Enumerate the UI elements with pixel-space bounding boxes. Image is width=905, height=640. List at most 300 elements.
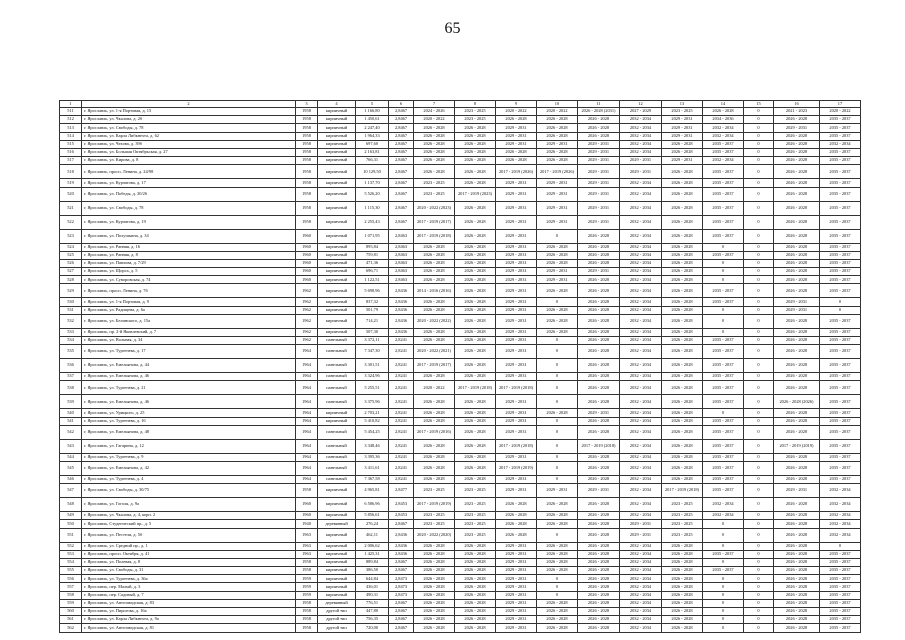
table-cell: 2026 - 2028 bbox=[578, 453, 620, 461]
row-number-cell: 529 bbox=[60, 284, 82, 298]
table-cell: 0 bbox=[744, 528, 774, 542]
table-cell: 0 bbox=[744, 229, 774, 243]
address-cell: г. Ярославль, ул. Павлова, д. 7/29 bbox=[82, 259, 296, 267]
table-cell: 2026 - 2028 bbox=[774, 624, 820, 632]
table-cell: 2020 - 2022 (2023) bbox=[414, 201, 455, 215]
table-cell: 2,8241 bbox=[389, 395, 414, 409]
table-cell: кирпичный bbox=[318, 179, 356, 187]
table-cell: 2029 - 2031 bbox=[774, 306, 820, 314]
table-cell: 2026 - 2028 bbox=[414, 575, 455, 583]
table-cell: 2026 - 2028 bbox=[578, 575, 620, 583]
table-cell: панельный bbox=[318, 439, 356, 453]
table-cell: 2026 - 2028 bbox=[578, 475, 620, 483]
table-cell: 2,8467 bbox=[389, 215, 414, 229]
address-cell: г. Ярославль, ул. Чкалова, д. 4, корп. 2 bbox=[82, 512, 296, 520]
row-number-cell: 547 bbox=[60, 484, 82, 498]
row-number-cell: 551 bbox=[60, 528, 82, 542]
table-cell: 2029 - 2031 bbox=[578, 484, 620, 498]
table-row bbox=[60, 417, 861, 425]
table-cell: 0 bbox=[820, 542, 861, 550]
table-row bbox=[60, 157, 861, 165]
table-cell: 2026 - 2028 bbox=[774, 268, 820, 276]
table-cell: 0 bbox=[820, 306, 861, 314]
table-cell: 4 965,81 bbox=[356, 484, 389, 498]
table-cell: 2035 - 2037 bbox=[703, 484, 744, 498]
table-cell: 2026 - 2028 bbox=[537, 608, 578, 616]
table-cell: 2026 - 2028 bbox=[455, 439, 496, 453]
table-cell: 2017 - 2019 (2018) bbox=[578, 439, 620, 453]
table-cell: кирпичный bbox=[318, 116, 356, 124]
address-cell: г. Ярославль, ул. Радищева, д. 6а bbox=[82, 306, 296, 314]
table-cell: 720,00 bbox=[356, 624, 389, 632]
table-cell: 0 bbox=[744, 512, 774, 520]
table-cell: 2026 - 2028 bbox=[774, 616, 820, 624]
table-cell: 2029 - 2031 bbox=[496, 550, 537, 558]
table-cell: кирпичный bbox=[318, 575, 356, 583]
table-cell: 2026 - 2028 bbox=[455, 243, 496, 251]
table-cell: 2032 - 2034 bbox=[620, 229, 662, 243]
table-cell: 471,36 bbox=[356, 259, 389, 267]
table-cell: 2032 - 2034 bbox=[620, 251, 662, 259]
address-cell: г. Ярославль, ул. Урицкого, д. 25 bbox=[82, 409, 296, 417]
table-cell: 1964 bbox=[296, 359, 318, 373]
table-cell: 2026 - 2028 bbox=[455, 314, 496, 328]
table-cell: 2026 - 2028 bbox=[578, 276, 620, 284]
table-cell: 2035 - 2037 bbox=[703, 148, 744, 156]
table-row bbox=[60, 616, 861, 624]
table-cell: 2026 - 2028 bbox=[774, 599, 820, 607]
table-cell: 3 395,36 bbox=[356, 453, 389, 461]
table-cell: 759,81 bbox=[356, 251, 389, 259]
table-cell: 2026 - 2028 bbox=[537, 512, 578, 520]
table-cell: 895,84 bbox=[356, 243, 389, 251]
table-cell: 2026 - 2028 bbox=[578, 616, 620, 624]
table-cell: 3 348,46 bbox=[356, 439, 389, 453]
address-cell: г. Ярославль, ул. Пирогова, д. 16а bbox=[82, 608, 296, 616]
table-cell: 5 454,25 bbox=[356, 425, 389, 439]
table-cell: 2026 - 2028 bbox=[774, 475, 820, 483]
table-row bbox=[60, 575, 861, 583]
table-cell: 2026 - 2028 bbox=[578, 591, 620, 599]
table-cell: 2026 - 2028 bbox=[537, 624, 578, 632]
table-cell: 2029 - 2031 bbox=[620, 520, 662, 528]
table-cell: 0 bbox=[744, 179, 774, 187]
table-row bbox=[60, 558, 861, 566]
table-cell: 2026 - 2028 bbox=[537, 567, 578, 575]
table-cell: 2032 - 2034 bbox=[620, 179, 662, 187]
table-cell: 2027 - 2029 bbox=[620, 108, 662, 116]
table-cell: 2035 - 2037 bbox=[820, 251, 861, 259]
table-cell: 2026 - 2028 bbox=[578, 425, 620, 439]
table-cell: 2026 - 2028 bbox=[455, 165, 496, 179]
table-cell: 2,8241 bbox=[389, 453, 414, 461]
table-cell: 2035 - 2037 bbox=[703, 381, 744, 395]
table-cell: 2026 - 2028 bbox=[455, 575, 496, 583]
table-cell: 1958 bbox=[296, 108, 318, 116]
table-row bbox=[60, 108, 861, 116]
row-number-cell: 560 bbox=[60, 608, 82, 616]
table-row bbox=[60, 461, 861, 475]
table-cell: панельный bbox=[318, 345, 356, 359]
table-cell: 2035 - 2037 bbox=[820, 243, 861, 251]
table-cell: 1 122,51 bbox=[356, 276, 389, 284]
table-cell: 2026 - 2028 bbox=[774, 425, 820, 439]
table-cell: 2026 - 2028 bbox=[537, 148, 578, 156]
table-cell: 2026 - 2028 bbox=[455, 124, 496, 132]
table-cell: 2020 - 2022 (2022) bbox=[414, 314, 455, 328]
table-cell: 2,8467 bbox=[389, 201, 414, 215]
table-body bbox=[60, 108, 861, 633]
table-cell: 2035 - 2037 bbox=[703, 475, 744, 483]
table-cell: 1963 bbox=[296, 542, 318, 550]
table-cell: кирпичный bbox=[318, 140, 356, 148]
table-cell: 2029 - 2031 bbox=[496, 124, 537, 132]
table-cell: 2026 - 2028 bbox=[455, 337, 496, 345]
table-cell: 1958 bbox=[296, 132, 318, 140]
row-number-cell: 530 bbox=[60, 298, 82, 306]
table-cell: 2,8473 bbox=[389, 575, 414, 583]
table-cell: 0 bbox=[744, 583, 774, 591]
table-cell: 0 bbox=[537, 395, 578, 409]
table-cell: 2032 - 2034 bbox=[620, 345, 662, 359]
table-cell: 2035 - 2037 bbox=[703, 337, 744, 345]
table-cell: 2026 - 2028 bbox=[414, 298, 455, 306]
table-cell: 2026 - 2028 bbox=[537, 243, 578, 251]
table-cell: 2023 - 2025 bbox=[455, 528, 496, 542]
table-cell: 2026 - 2028 bbox=[578, 558, 620, 566]
table-cell: 2035 - 2037 bbox=[703, 461, 744, 475]
address-cell: г. Ярославль, ул. 1-я Портовая, д. 9 bbox=[82, 298, 296, 306]
table-cell: панельный bbox=[318, 453, 356, 461]
table-row bbox=[60, 381, 861, 395]
table-cell: 2026 - 2028 bbox=[774, 575, 820, 583]
table-cell: 0 bbox=[703, 259, 744, 267]
table-cell: 2035 - 2037 bbox=[820, 116, 861, 124]
table-cell: 1 166,80 bbox=[356, 108, 389, 116]
table-cell: 0 bbox=[744, 439, 774, 453]
table-cell: 0 bbox=[744, 132, 774, 140]
table-cell: 0 bbox=[703, 608, 744, 616]
table-cell: 1958 bbox=[296, 616, 318, 624]
table-cell: 2035 - 2037 bbox=[820, 157, 861, 165]
address-cell: г. Ярославль, просп. Ленина, д. 24/98 bbox=[82, 165, 296, 179]
table-cell: 2032 - 2034 bbox=[820, 498, 861, 512]
address-cell: г. Ярославль, ул. Автозаводская, д. 81 bbox=[82, 624, 296, 632]
table-cell: 0 bbox=[744, 157, 774, 165]
table-cell: 1958 bbox=[296, 624, 318, 632]
table-cell: 2026 - 2028 bbox=[774, 179, 820, 187]
table-cell: панельный bbox=[318, 395, 356, 409]
table-cell: 2026 - 2028 bbox=[455, 550, 496, 558]
table-cell: 2026 - 2028 bbox=[774, 314, 820, 328]
table-cell: 0 bbox=[703, 599, 744, 607]
table-cell: 2026 - 2028 bbox=[455, 268, 496, 276]
table-cell: 2026 - 2028 bbox=[774, 498, 820, 512]
table-row bbox=[60, 528, 861, 542]
table-cell: 2026 - 2028 bbox=[414, 306, 455, 314]
table-cell: 2,8463 bbox=[389, 229, 414, 243]
address-cell: г. Ярославль, ул. Средний пр., д. 1 bbox=[82, 542, 296, 550]
table-cell: 2035 - 2037 bbox=[820, 599, 861, 607]
table-cell: 2026 - 2028 bbox=[414, 148, 455, 156]
row-number-cell: 516 bbox=[60, 148, 82, 156]
table-cell: 2 247,40 bbox=[356, 124, 389, 132]
table-cell: 2035 - 2037 bbox=[820, 583, 861, 591]
table-cell: 2026 - 2028 bbox=[578, 359, 620, 373]
column-header: 2 bbox=[82, 101, 296, 108]
table-cell: 0 bbox=[744, 165, 774, 179]
address-cell: г. Ярославль, ул. Курчатова, д. 19 bbox=[82, 215, 296, 229]
table-cell: 1 137,70 bbox=[356, 179, 389, 187]
table-cell: 2026 - 2028 bbox=[774, 251, 820, 259]
table-cell: 0 bbox=[744, 558, 774, 566]
table-row bbox=[60, 624, 861, 632]
table-cell: 0 bbox=[744, 624, 774, 632]
table-cell: 2026 - 2028 bbox=[414, 409, 455, 417]
table-cell: 2026 - 2028 bbox=[414, 591, 455, 599]
table-cell: другой тип bbox=[318, 624, 356, 632]
table-cell: 2026 - 2028 bbox=[662, 461, 703, 475]
table-cell: 1 071,95 bbox=[356, 229, 389, 243]
table-cell: 0 bbox=[744, 461, 774, 475]
table-cell: 5 856,61 bbox=[356, 512, 389, 520]
table-cell: 2,8436 bbox=[389, 306, 414, 314]
table-cell: 2026 - 2028 bbox=[774, 201, 820, 215]
table-cell: 2026 - 2028 bbox=[774, 215, 820, 229]
table-cell: 2035 - 2037 bbox=[820, 201, 861, 215]
table-cell: другой тип bbox=[318, 608, 356, 616]
table-cell: 2032 - 2034 bbox=[820, 140, 861, 148]
table-cell: 2026 - 2028 bbox=[662, 251, 703, 259]
table-cell: 1958 bbox=[296, 124, 318, 132]
table-cell: 2032 - 2034 bbox=[620, 512, 662, 520]
table-cell: 2,8467 bbox=[389, 567, 414, 575]
table-cell: 2032 - 2034 bbox=[820, 512, 861, 520]
table-cell: 1959 bbox=[296, 591, 318, 599]
table-cell: 2035 - 2037 bbox=[820, 345, 861, 359]
table-row bbox=[60, 314, 861, 328]
table-cell: 2023 - 2025 bbox=[662, 498, 703, 512]
table-cell: 2,8436 bbox=[389, 528, 414, 542]
table-cell: 7 347,30 bbox=[356, 345, 389, 359]
address-cell: г. Ярославль, ул. Вольная, д. 34 bbox=[82, 337, 296, 345]
table-cell: 436,01 bbox=[356, 583, 389, 591]
table-cell: 2,8453 bbox=[389, 498, 414, 512]
table-cell: 2035 - 2037 bbox=[820, 558, 861, 566]
table-cell: 2032 - 2034 bbox=[620, 395, 662, 409]
table-cell: 2029 - 2031 bbox=[496, 215, 537, 229]
table-cell: 2026 - 2028 bbox=[414, 616, 455, 624]
table-cell: 2029 - 2031 bbox=[578, 409, 620, 417]
row-number-cell: 531 bbox=[60, 306, 82, 314]
table-cell: 2035 - 2037 bbox=[820, 425, 861, 439]
table-cell: 0 bbox=[744, 201, 774, 215]
table-cell: 2026 - 2028 bbox=[662, 542, 703, 550]
table-row bbox=[60, 116, 861, 124]
table-cell: 2026 - 2028 bbox=[414, 395, 455, 409]
table-cell: 2029 - 2031 bbox=[496, 243, 537, 251]
address-cell: г. Ярославль, ул. Ранняя, д. 16 bbox=[82, 243, 296, 251]
address-cell: г. Ярославль, ул. Чехова, д. 39б bbox=[82, 140, 296, 148]
table-cell: 1962 bbox=[296, 306, 318, 314]
table-cell: 2,8473 bbox=[389, 591, 414, 599]
table-cell: 0 bbox=[744, 276, 774, 284]
table-cell: 2026 - 2028 bbox=[662, 328, 703, 336]
table-cell: 2024 - 2026 bbox=[414, 108, 455, 116]
table-cell: 2026 - 2028 bbox=[455, 616, 496, 624]
table-cell: 2026 - 2028 bbox=[414, 475, 455, 483]
table-cell: 2026 - 2028 bbox=[414, 259, 455, 267]
table-cell: 2,8477 bbox=[389, 484, 414, 498]
table-cell: 2029 - 2031 bbox=[537, 484, 578, 498]
table-cell: 2026 - 2028 bbox=[414, 461, 455, 475]
row-number-cell: 511 bbox=[60, 108, 82, 116]
table-cell: 2029 - 2031 bbox=[496, 616, 537, 624]
row-number-cell: 518 bbox=[60, 165, 82, 179]
table-cell: 2026 - 2028 bbox=[662, 359, 703, 373]
table-cell: 5 410,82 bbox=[356, 417, 389, 425]
row-number-cell: 541 bbox=[60, 417, 82, 425]
table-cell: 2026 - 2028 bbox=[414, 268, 455, 276]
table-cell: 2,8436 bbox=[389, 542, 414, 550]
table-cell: 0 bbox=[703, 409, 744, 417]
table-cell: 2035 - 2037 bbox=[820, 575, 861, 583]
table-cell: 2026 - 2028 bbox=[578, 599, 620, 607]
address-cell: г. Ярославль, ул. Карла Либкнехта, д. 62 bbox=[82, 132, 296, 140]
row-number-cell: 535 bbox=[60, 345, 82, 359]
table-cell: кирпичный bbox=[318, 409, 356, 417]
table-cell: 2017 - 2019 (2018) bbox=[496, 381, 537, 395]
table-cell: 2026 - 2028 bbox=[774, 512, 820, 520]
table-cell: 3 301,51 bbox=[356, 359, 389, 373]
table-cell: 2026 - 2028 bbox=[662, 179, 703, 187]
table-cell: 2032 - 2034 bbox=[620, 409, 662, 417]
table-cell: 2026 - 2028 bbox=[414, 439, 455, 453]
table-cell: 2026 - 2028 bbox=[578, 624, 620, 632]
table-cell: 2026 - 2028 bbox=[537, 550, 578, 558]
table-cell: 2,8241 bbox=[389, 461, 414, 475]
table-cell: 2,8241 bbox=[389, 425, 414, 439]
table-cell: 2026 - 2028 bbox=[496, 116, 537, 124]
table-cell: 2,8241 bbox=[389, 337, 414, 345]
table-cell: 1960 bbox=[296, 229, 318, 243]
table-cell: 2029 - 2031 bbox=[578, 179, 620, 187]
address-cell: г. Ярославль, ул. Свободы, д. 30/75 bbox=[82, 484, 296, 498]
table-cell: 2026 - 2028 bbox=[774, 359, 820, 373]
table-cell: 2 163,81 bbox=[356, 148, 389, 156]
table-cell: 2026 - 2028 bbox=[455, 201, 496, 215]
table-cell: панельный bbox=[318, 359, 356, 373]
table-row bbox=[60, 284, 861, 298]
table-cell: 2032 - 2034 bbox=[620, 550, 662, 558]
row-number-cell: 557 bbox=[60, 583, 82, 591]
table-cell: 2026 - 2028 bbox=[414, 337, 455, 345]
table-cell: 2026 - 2028 bbox=[455, 624, 496, 632]
table-cell: 2035 - 2037 bbox=[820, 284, 861, 298]
address-cell: г. Ярославль, ул. Чкалова, д. 2б bbox=[82, 116, 296, 124]
table-cell: 7 367,58 bbox=[356, 475, 389, 483]
table-cell: 2026 - 2028 bbox=[414, 558, 455, 566]
table-cell: 2023 - 2025 bbox=[455, 108, 496, 116]
table-cell: 3 411,61 bbox=[356, 461, 389, 475]
table-cell: 2026 - 2028 bbox=[496, 148, 537, 156]
table-cell: 2026 - 2028 bbox=[455, 542, 496, 550]
table-cell: 0 bbox=[537, 337, 578, 345]
table-cell: кирпичный bbox=[318, 567, 356, 575]
table-cell: 0 bbox=[703, 542, 744, 550]
address-cell: г. Ярославль, ул. Тургенева, д. 4 bbox=[82, 475, 296, 483]
table-cell: 2026 - 2028 bbox=[537, 498, 578, 512]
table-cell: 2026 - 2028 bbox=[537, 116, 578, 124]
table-cell: 2020 - 2022 bbox=[414, 116, 455, 124]
table-cell: 2029 - 2031 bbox=[496, 542, 537, 550]
row-number-cell: 514 bbox=[60, 132, 82, 140]
table-cell: 2035 - 2037 bbox=[703, 425, 744, 439]
table-cell: 2032 - 2034 bbox=[620, 475, 662, 483]
table-cell: 0 bbox=[703, 243, 744, 251]
table-cell: 2026 - 2028 bbox=[662, 187, 703, 201]
row-number-cell: 546 bbox=[60, 475, 82, 483]
table-cell: 2026 - 2028 bbox=[774, 337, 820, 345]
table-cell: 5 526,20 bbox=[356, 187, 389, 201]
row-number-cell: 534 bbox=[60, 337, 82, 345]
table-cell: 490,31 bbox=[356, 591, 389, 599]
table-cell: 2026 - 2028 bbox=[774, 140, 820, 148]
table-row bbox=[60, 124, 861, 132]
table-cell: 2032 - 2034 bbox=[620, 284, 662, 298]
address-cell: г. Ярославль, ул. Тургенева, д. 21 bbox=[82, 381, 296, 395]
table-cell: 2026 - 2028 bbox=[774, 328, 820, 336]
table-cell: 2026 - 2028 bbox=[414, 373, 455, 381]
table-cell: 2026 - 2028 bbox=[455, 276, 496, 284]
table-cell: 2026 - 2028 (2026) bbox=[774, 395, 820, 409]
table-row bbox=[60, 395, 861, 409]
table-cell: 0 bbox=[703, 314, 744, 328]
table-cell: 2029 - 2031 bbox=[578, 268, 620, 276]
row-number-cell: 537 bbox=[60, 373, 82, 381]
table-cell: 0 bbox=[744, 284, 774, 298]
table-cell: 0 bbox=[744, 520, 774, 528]
table-cell: кирпичный bbox=[318, 251, 356, 259]
table-cell: 2029 - 2031 bbox=[578, 215, 620, 229]
table-cell: 2032 - 2034 bbox=[703, 132, 744, 140]
table-cell: 2029 - 2031 bbox=[578, 187, 620, 201]
table-cell: 2026 - 2028 bbox=[662, 337, 703, 345]
table-cell: 2029 - 2031 bbox=[496, 187, 537, 201]
table-cell: 2032 - 2034 bbox=[620, 425, 662, 439]
table-row bbox=[60, 520, 861, 528]
table-cell: 2,8463 bbox=[389, 259, 414, 267]
table-cell: 2023 - 2025 bbox=[414, 512, 455, 520]
row-number-cell: 517 bbox=[60, 157, 82, 165]
table-cell: кирпичный bbox=[318, 583, 356, 591]
table-cell: 0 bbox=[744, 425, 774, 439]
table-cell: 2032 - 2034 bbox=[620, 591, 662, 599]
column-header: 12 bbox=[620, 101, 662, 108]
row-number-cell: 552 bbox=[60, 542, 82, 550]
table-cell: 2,8467 bbox=[389, 599, 414, 607]
table-cell: 2035 - 2037 bbox=[703, 345, 744, 359]
table-cell: 2,8467 bbox=[389, 558, 414, 566]
table-cell: 2035 - 2037 bbox=[703, 179, 744, 187]
table-cell: кирпичный bbox=[318, 542, 356, 550]
address-cell: г. Ярославль, ул. Щорса, д. 5 bbox=[82, 268, 296, 276]
row-number-cell: 556 bbox=[60, 575, 82, 583]
table-cell: 2026 - 2028 bbox=[662, 599, 703, 607]
table-cell: 2026 - 2028 bbox=[414, 550, 455, 558]
program-table bbox=[59, 100, 861, 633]
table-cell: 2026 - 2028 bbox=[455, 425, 496, 439]
